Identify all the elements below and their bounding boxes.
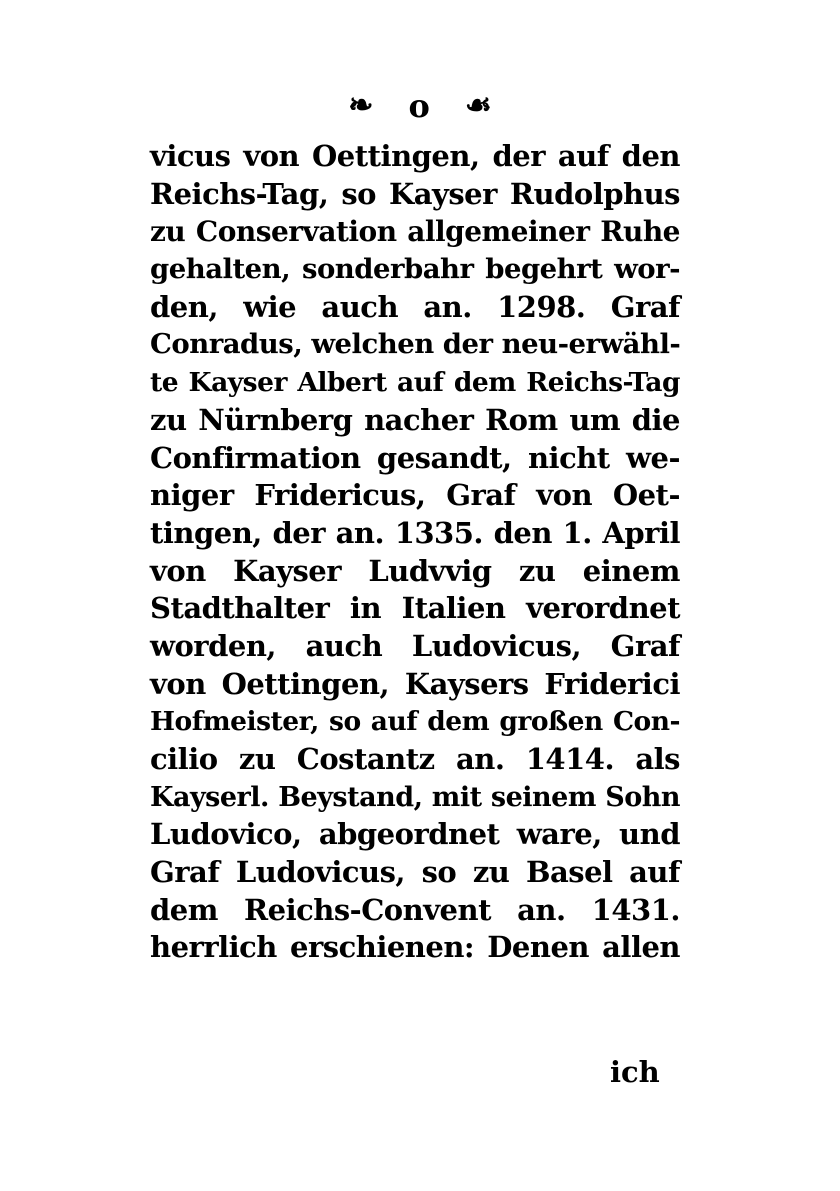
- text-line: herrlich erschienen: Denen allen: [150, 930, 680, 965]
- text-line: von Oettingen, Kaysers Friderici: [150, 666, 680, 701]
- left-ornament-icon: ❧: [348, 88, 374, 123]
- text-line: Graf Ludovicus, so zu Basel auf: [150, 855, 680, 890]
- text-line: dem Reichs-Convent an. 1431.: [150, 892, 680, 927]
- text-line: Conradus, welchen der neu-erwähl-: [150, 328, 681, 361]
- text-line: Ludovico, abgeordnet ware, und: [150, 817, 680, 852]
- text-line: niger Fridericus, Graf von Oet-: [150, 478, 680, 513]
- text-line: te Kayser Albert auf dem Reichs-Tag: [150, 367, 680, 399]
- text-line: worden, auch Ludovicus, Graf: [150, 628, 680, 663]
- catchword: ich: [610, 1055, 660, 1089]
- text-line: den, wie auch an. 1298. Graf: [150, 289, 680, 324]
- text-line: Reichs-Tag, so Kayser Rudolphus: [150, 176, 680, 211]
- text-line: Kayserl. Beystand, mit seinem Sohn: [150, 781, 680, 813]
- text-line: zu Conservation allgemeiner Ruhe: [150, 215, 680, 249]
- body-text: [150, 138, 680, 967]
- page-mark: o: [408, 87, 430, 125]
- page-header: [0, 86, 840, 126]
- text-line: Hofmeister, so auf dem großen Con-: [150, 706, 680, 738]
- right-ornament-icon: ☙: [464, 88, 492, 123]
- text-line: cilio zu Costantz an. 1414. als: [150, 742, 680, 776]
- text-line: von Kayser Ludvvig zu einem: [150, 553, 680, 588]
- text-line: tingen, der an. 1335. den 1. April: [150, 515, 680, 550]
- text-line: Confirmation gesandt, nicht we-: [150, 440, 680, 475]
- text-line: vicus von Oettingen, der auf den: [150, 139, 680, 173]
- text-line: gehalten, sonderbahr begehrt wor-: [150, 253, 680, 286]
- text-line: Stadthalter in Italien verordnet: [150, 591, 680, 626]
- text-line: zu Nürnberg nacher Rom um die: [150, 402, 680, 437]
